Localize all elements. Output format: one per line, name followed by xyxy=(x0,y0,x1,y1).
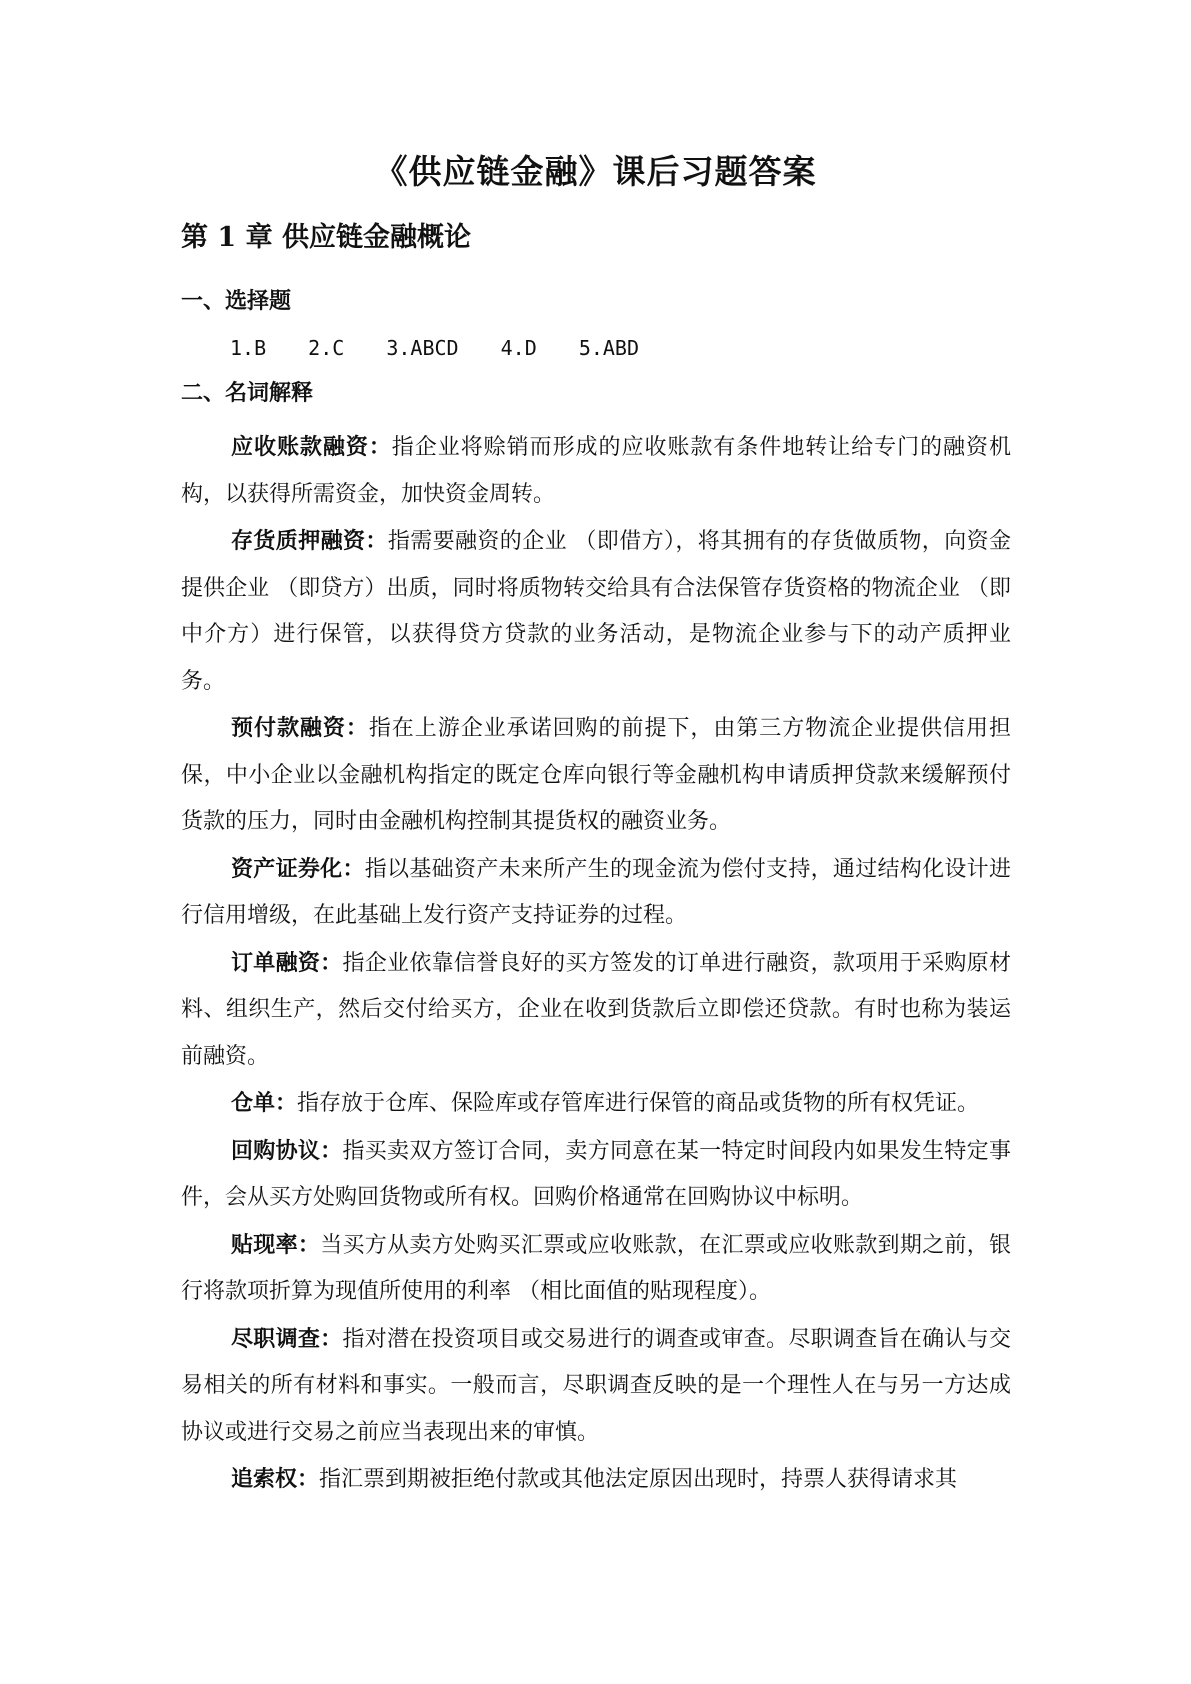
term-name: 存货质押融资： xyxy=(231,528,388,554)
term-definition: 指企业将赊销而形成的应收账款有条件地转让给专门的融资机构，以获得所需资金，加快资金周转。 xyxy=(181,435,1011,507)
term-definition: 当买方从卖方处购买汇票或应收账款，在汇票或应收账款到期之前，银行将款项折算为现值所使用的利率 （相比面值的贴现程度）。 xyxy=(181,1232,1011,1304)
term-paragraph xyxy=(181,518,1011,705)
term-definition: 指存放于仓库、保险库或存管库进行保管的商品或货物的所有权凭证。 xyxy=(297,1091,980,1116)
term-name: 尽职调查： xyxy=(231,1325,343,1352)
section-heading-term-definitions: 二、名词解释 xyxy=(181,380,314,406)
term-name: 资产证券化： xyxy=(231,855,365,882)
answer-item: 2.C xyxy=(308,336,345,360)
term-paragraph xyxy=(181,705,1011,846)
term-definitions-list xyxy=(181,424,1011,1504)
term-name: 预付款融资： xyxy=(231,715,369,741)
answer-item: 3.ABCD xyxy=(386,336,459,360)
answer-item: 5.ABD xyxy=(578,336,640,360)
term-paragraph xyxy=(181,1316,1011,1457)
term-definition: 指对潜在投资项目或交易进行的调查或审查。尽职调查旨在确认与交易相关的所有材料和事实。一般而言，尽职调查反映的是一个理性人在与另一方达成协议或进行交易之前应当表现出来的审慎。 xyxy=(181,1326,1011,1445)
term-paragraph xyxy=(181,846,1011,940)
answer-list xyxy=(230,336,669,360)
term-definition: 指需要融资的企业 （即借方），将其拥有的存货做质物，向资金提供企业 （即贷方）出质，同时将质物转交给具有合法保管存货资格的物流企业 （即中介方）进行保管，以获得贷方贷款的业务活动，是物流企业参与下的动产质押业务。 xyxy=(181,529,1011,694)
term-paragraph xyxy=(181,424,1011,518)
term-definition: 指买卖双方签订合同，卖方同意在某一特定时间段内如果发生特定事件，会从买方处购回货物或所有权。回购价格通常在回购协议中标明。 xyxy=(181,1138,1011,1210)
term-name: 回购协议： xyxy=(231,1137,343,1164)
term-paragraph xyxy=(181,1080,1011,1128)
term-paragraph xyxy=(181,1222,1011,1316)
term-definition: 指企业依靠信誉良好的买方签发的订单进行融资，款项用于采购原材料、组织生产，然后交付给买方，企业在收到货款后立即偿还贷款。有时也称为装运前融资。 xyxy=(181,950,1011,1069)
answer-item: 1.B xyxy=(230,336,267,360)
term-paragraph xyxy=(181,1128,1011,1222)
term-paragraph xyxy=(181,940,1011,1081)
term-name: 仓单： xyxy=(231,1090,298,1116)
answer-item: 4.D xyxy=(500,336,537,360)
term-definition: 指在上游企业承诺回购的前提下，由第三方物流企业提供信用担保，中小企业以金融机构指定的既定仓库向银行等金融机构申请质押贷款来缓解预付货款的压力，同时由金融机构控制其提货权的融资业务。 xyxy=(181,716,1011,834)
document-title: 《供应链金融》课后习题答案 xyxy=(374,152,817,191)
section-heading-multiple-choice: 一、选择题 xyxy=(181,288,292,314)
term-name: 追索权： xyxy=(231,1466,320,1492)
term-name: 贴现率： xyxy=(231,1231,321,1258)
term-name: 订单融资： xyxy=(231,949,343,976)
chapter-title: 第 1 章 供应链金融概论 xyxy=(181,222,471,253)
term-paragraph xyxy=(181,1456,1011,1504)
term-name: 应收账款融资： xyxy=(231,434,392,460)
term-definition: 指汇票到期被拒绝付款或其他法定原因出现时，持票人获得请求其 xyxy=(319,1467,958,1492)
term-definition: 指以基础资产未来所产生的现金流为偿付支持，通过结构化设计进行信用增级，在此基础上发行资产支持证券的过程。 xyxy=(181,856,1011,928)
